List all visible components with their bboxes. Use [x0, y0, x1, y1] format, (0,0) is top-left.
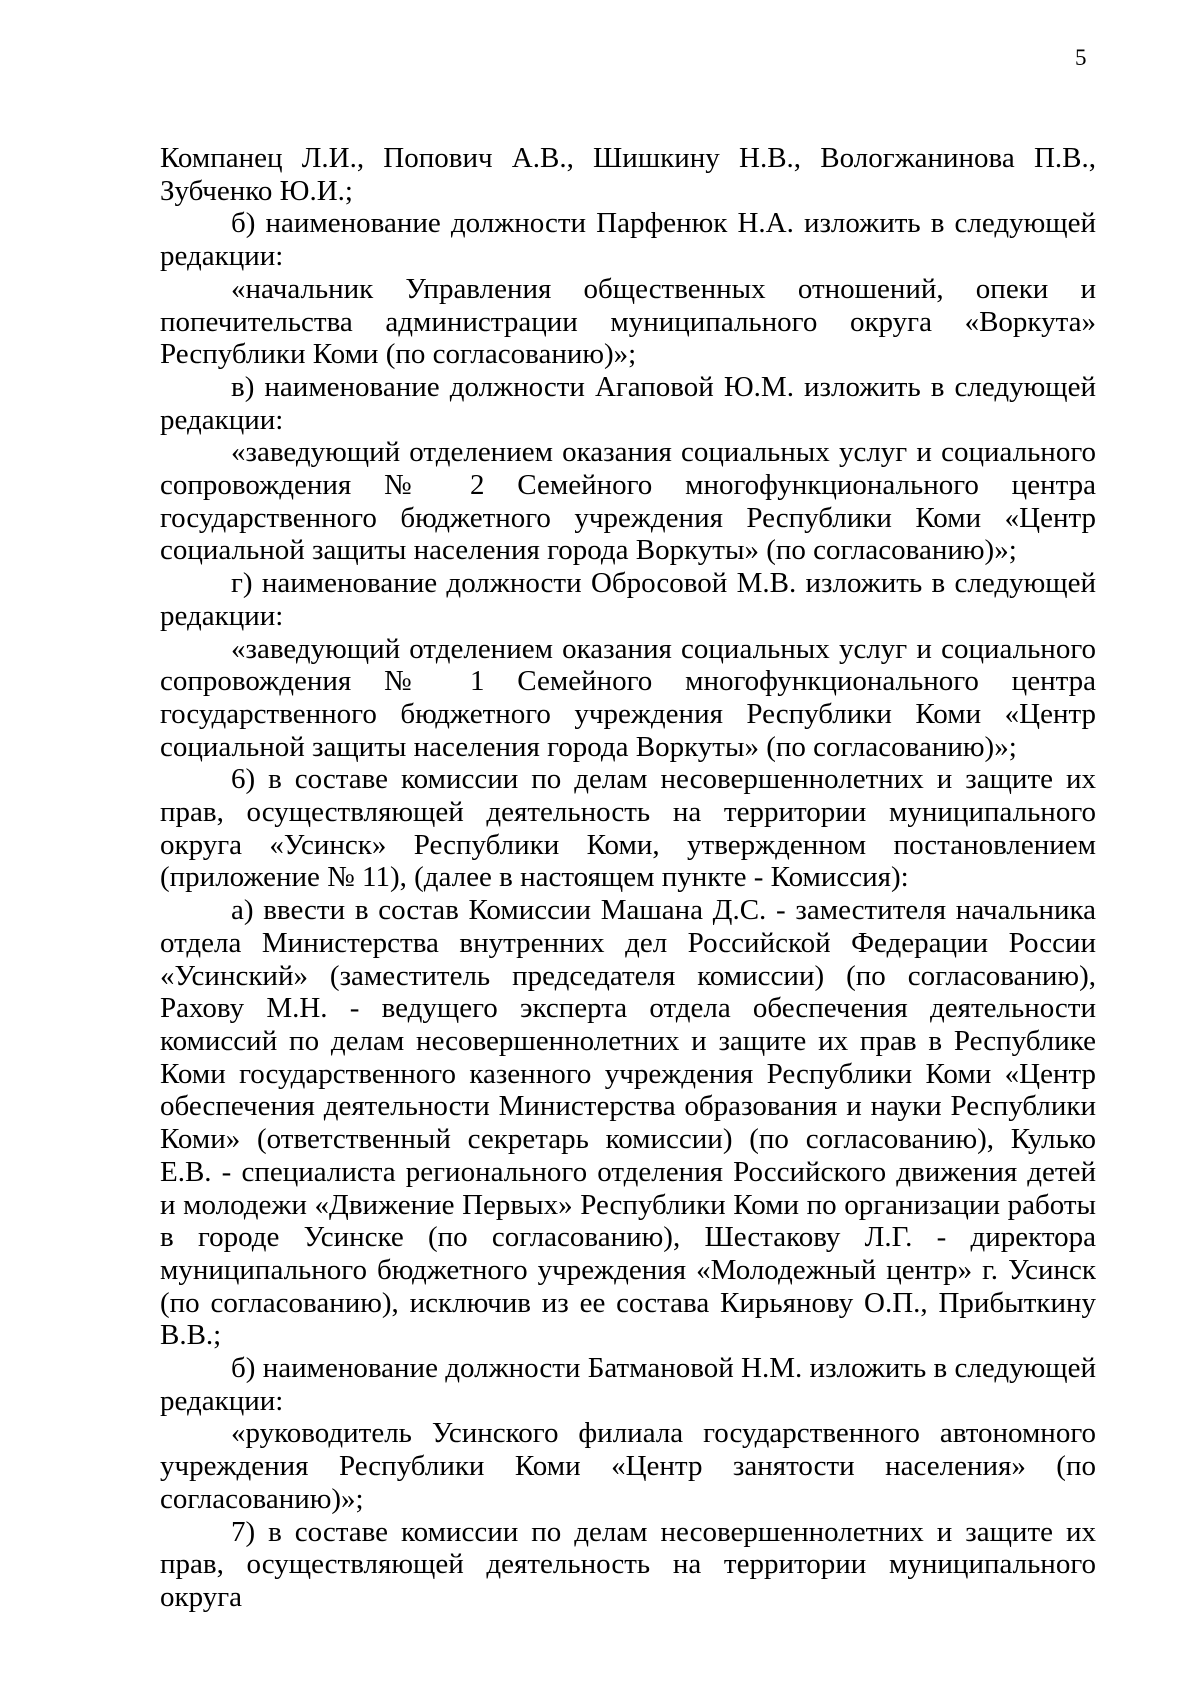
paragraph-7: «заведующий отделением оказания социальных услуг и социального сопровождения № 1 Семейного многофункционального центра государственного бюджетного учреждения Республики Коми «Центр социальной защиты населения города Воркуты» (по согласованию)»;: [160, 632, 1096, 763]
paragraph-5: «заведующий отделением оказания социальных услуг и социального сопровождения № 2 Семейного многофункционального центра государственного бюджетного учреждения Республики Коми «Центр социальной защиты населения города Воркуты» (по согласованию)»;: [160, 436, 1096, 567]
paragraph-1: Компанец Л.И., Попович А.В., Шишкину Н.В., Вологжанинова П.В., Зубченко Ю.И.;: [160, 142, 1096, 207]
paragraph-8: 6) в составе комиссии по делам несовершеннолетних и защите их прав, осуществляющей деятельность на территории муниципального округа «Усинск» Республики Коми, утвержденном постановлением (приложение № 11), (далее в настоящем пункте - Комиссия):: [160, 763, 1096, 894]
document-body: [160, 142, 1096, 1614]
paragraph-12: 7) в составе комиссии по делам несовершеннолетних и защите их прав, осуществляющей деятельность на территории муниципального округа: [160, 1515, 1096, 1613]
page-number: 5: [1075, 45, 1087, 70]
paragraph-4: в) наименование должности Агаповой Ю.М. изложить в следующей редакции:: [160, 370, 1096, 436]
paragraph-9: а) ввести в состав Комиссии Машана Д.С. - заместителя начальника отдела Министерства внутренних дел Российской Федерации России «Усинский» (заместитель председателя комиссии) (по согласованию), Рахову М.Н. - ведущего эксперта отдела обеспечения деятельности комиссий по делам несовершеннолетних и защите их прав в Республике Коми государственного казенного учреждения Республики Коми «Центр обеспечения деятельности Министерства образования и науки Республики Коми» (ответственный секретарь комиссии) (по согласованию), Кулько Е.В. - специалиста регионального отделения Российского движения детей и молодежи «Движение Первых» Республики Коми по организации работы в городе Усинске (по согласованию), Шестакову Л.Г. - директора муниципального бюджетного учреждения «Молодежный центр» г. Усинск (по согласованию), исключив из ее состава Кирьянову О.П., Прибыткину В.В.;: [160, 894, 1096, 1352]
paragraph-11: «руководитель Усинского филиала государственного автономного учреждения Республики Коми «Центр занятости населения» (по согласованию)»;: [160, 1417, 1096, 1515]
paragraph-2: б) наименование должности Парфенюк Н.А. изложить в следующей редакции:: [160, 207, 1096, 273]
paragraph-10: б) наименование должности Батмановой Н.М. изложить в следующей редакции:: [160, 1352, 1096, 1417]
paragraph-3: «начальник Управления общественных отношений, опеки и попечительства администрации муниципального округа «Воркута» Республики Коми (по согласованию)»;: [160, 272, 1096, 371]
paragraph-6: г) наименование должности Обросовой М.В. изложить в следующей редакции:: [160, 567, 1096, 632]
